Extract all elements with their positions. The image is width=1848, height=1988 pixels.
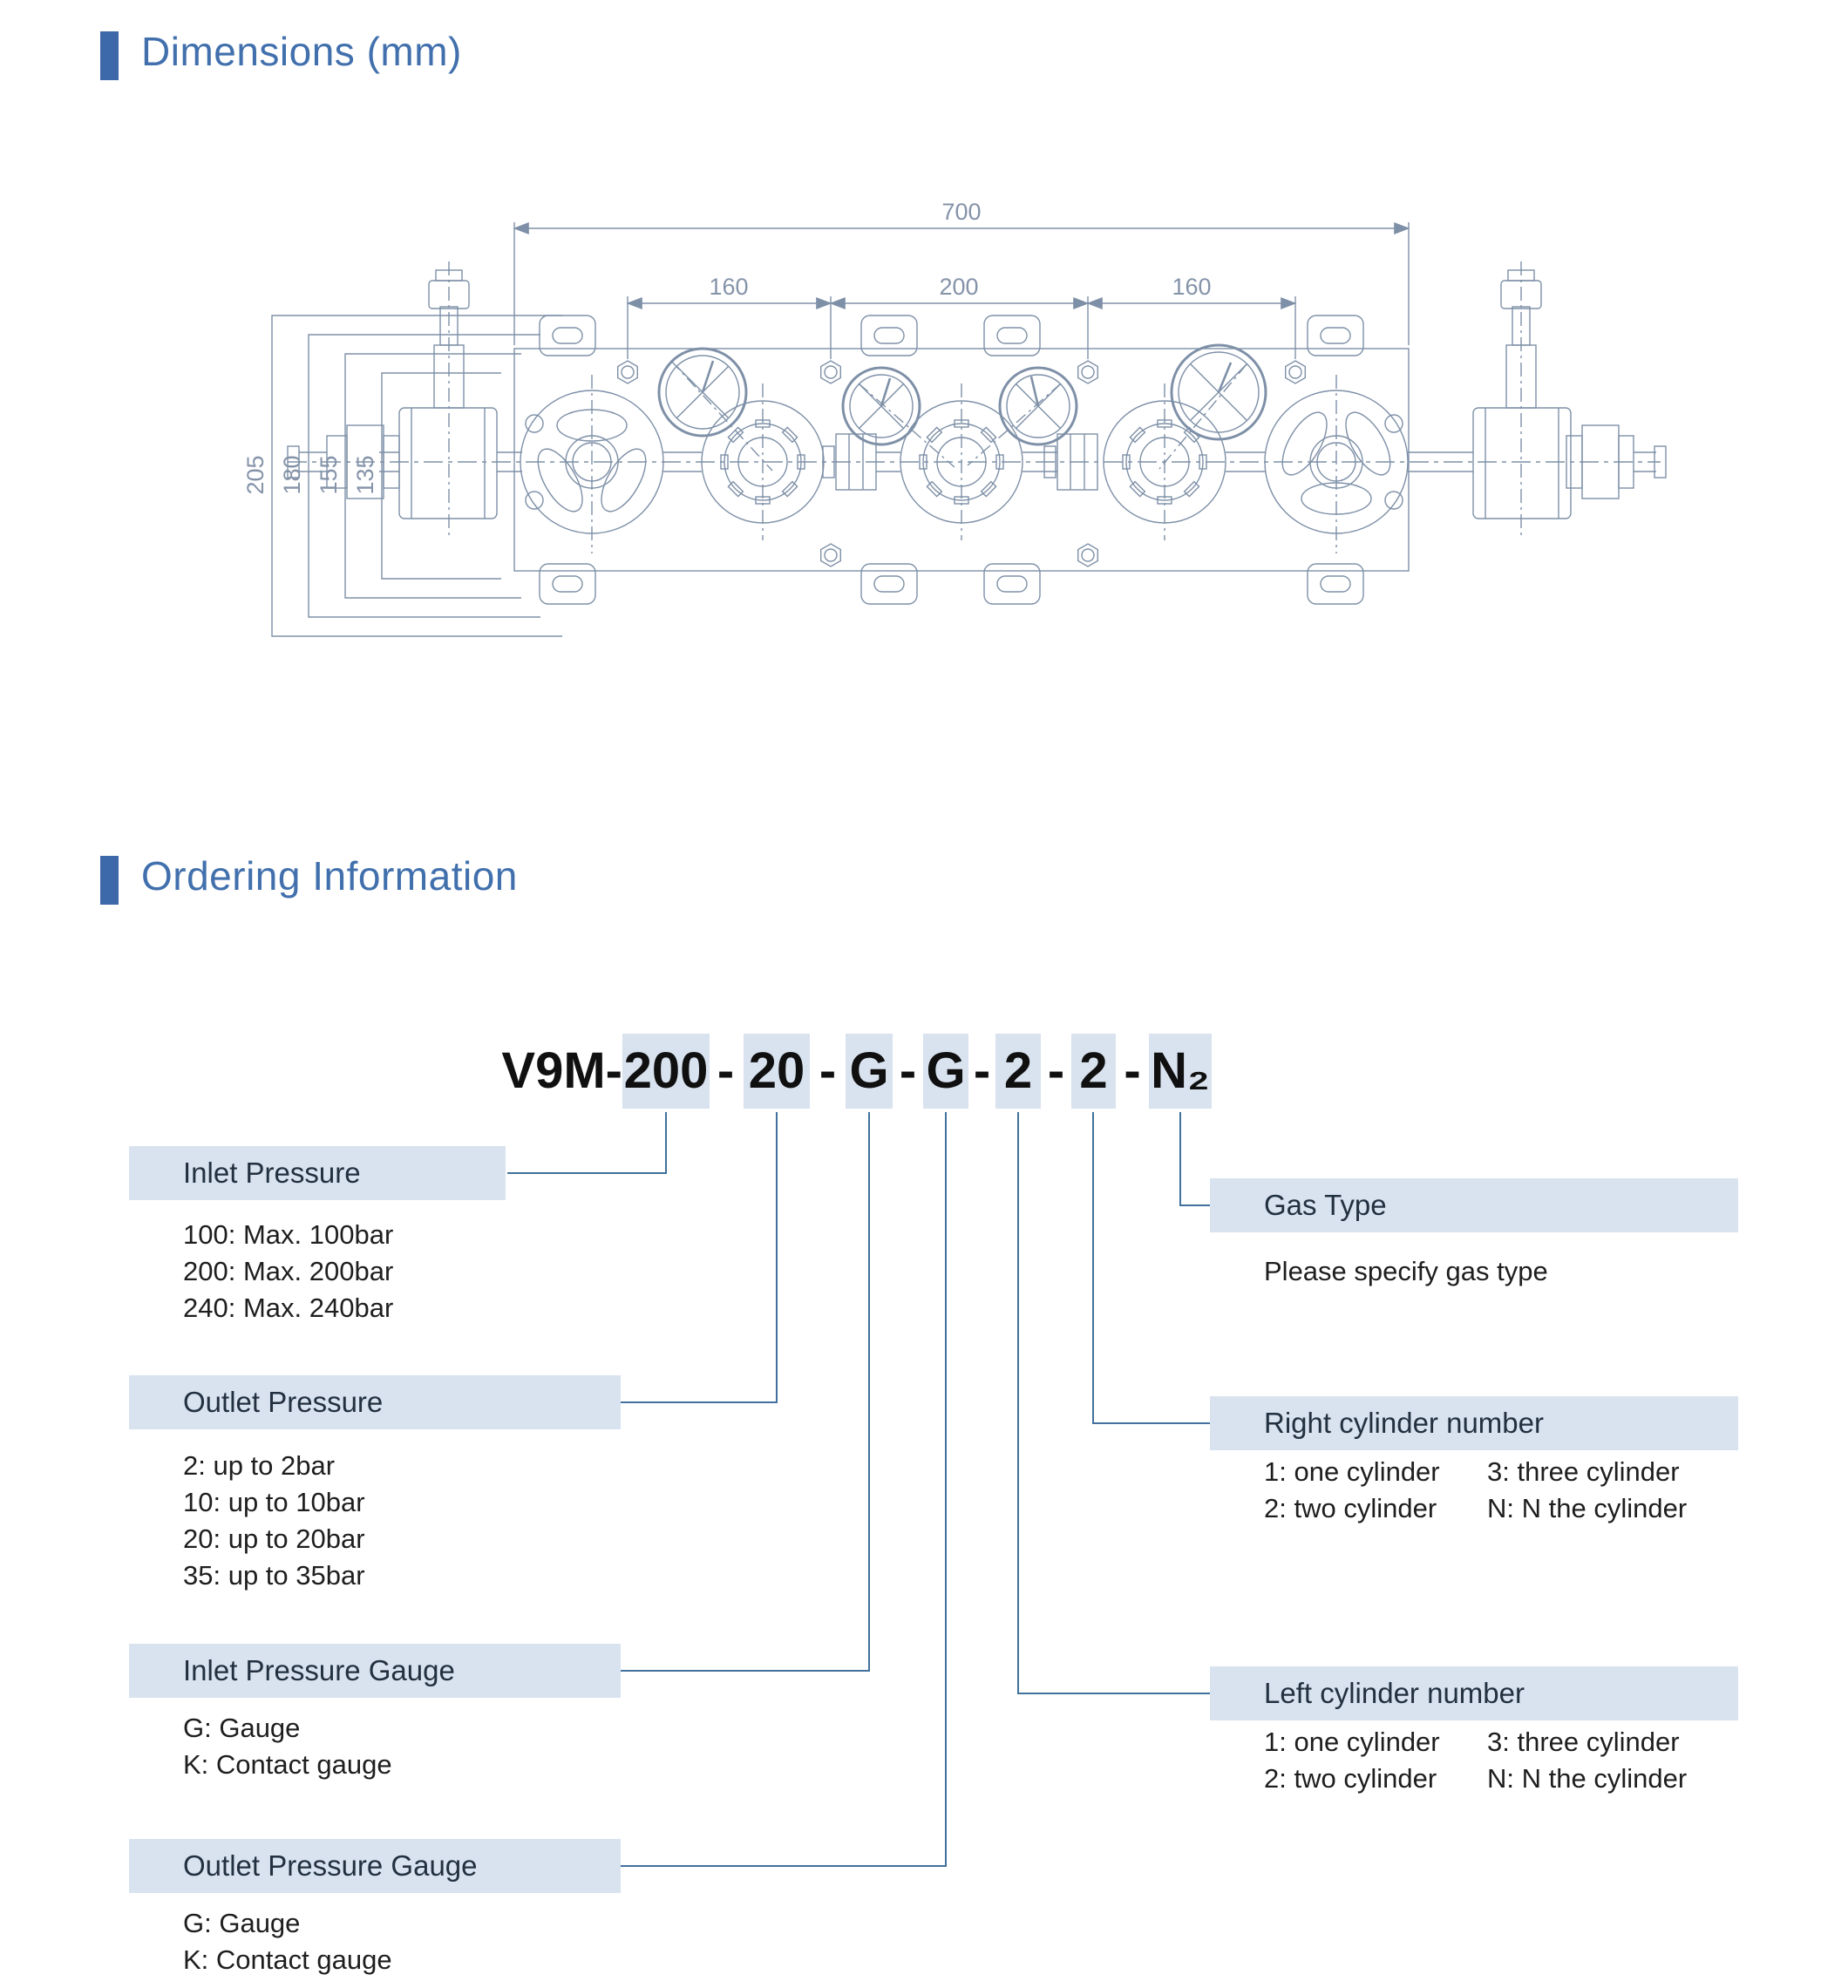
part-number-separator: - bbox=[1124, 1042, 1141, 1099]
part-number-separator: - bbox=[973, 1042, 991, 1099]
option: 20: up to 20bar bbox=[183, 1523, 365, 1554]
part-number-separator: - bbox=[1047, 1042, 1065, 1099]
option: K: Contact gauge bbox=[183, 1749, 392, 1780]
manifold-technical-drawing bbox=[0, 0, 1848, 689]
option: 1: one cylinder bbox=[1264, 1727, 1440, 1757]
section-marker-icon bbox=[100, 856, 119, 905]
label-inlet-pressure-gauge: Inlet Pressure Gauge bbox=[129, 1644, 621, 1698]
dim-205: 205 bbox=[242, 455, 268, 495]
part-number-prefix: V9M- bbox=[501, 1042, 622, 1099]
option: N: N the cylinder bbox=[1487, 1493, 1688, 1523]
option: 3: three cylinder bbox=[1487, 1456, 1680, 1487]
dim-155: 155 bbox=[316, 455, 342, 495]
mounting-tabs-bottom bbox=[540, 564, 1363, 604]
part-number-separator: - bbox=[899, 1042, 917, 1099]
option: 35: up to 35bar bbox=[183, 1560, 365, 1591]
dim-160-right: 160 bbox=[1172, 274, 1212, 300]
options-inlet-pressure-gauge bbox=[183, 1710, 392, 1783]
option: N: N the cylinder bbox=[1487, 1763, 1688, 1794]
dimensions-section-title: Dimensions (mm) bbox=[141, 29, 462, 74]
options-gas-type bbox=[1264, 1253, 1548, 1290]
option: 1: one cylinder bbox=[1264, 1456, 1440, 1487]
dim-160-left: 160 bbox=[709, 274, 749, 300]
options-left-cylinder-number bbox=[1264, 1724, 1687, 1797]
options-outlet-pressure-gauge bbox=[183, 1905, 392, 1978]
regulator-handwheel-left bbox=[520, 375, 663, 553]
ordering-section-title: Ordering Information bbox=[141, 853, 518, 899]
part-number-segment-gas-type: N₂ bbox=[1149, 1034, 1212, 1109]
label-outlet-pressure-gauge: Outlet Pressure Gauge bbox=[129, 1839, 621, 1893]
dim-700: 700 bbox=[941, 199, 982, 225]
part-number-segment-left-cylinder: 2 bbox=[995, 1034, 1041, 1109]
option: 2: two cylinder bbox=[1264, 1763, 1437, 1794]
part-number-segment-right-cylinder: 2 bbox=[1071, 1034, 1116, 1109]
dim-lines-spacing bbox=[628, 296, 1295, 359]
option: 2: up to 2bar bbox=[183, 1450, 336, 1481]
right-valve-assembly bbox=[1473, 261, 1666, 536]
option: K: Contact gauge bbox=[183, 1944, 392, 1975]
dim-200: 200 bbox=[939, 274, 979, 300]
option: 3: three cylinder bbox=[1487, 1727, 1680, 1757]
options-right-cylinder-number bbox=[1264, 1454, 1687, 1527]
option: 2: two cylinder bbox=[1264, 1493, 1437, 1523]
option: Please specify gas type bbox=[1264, 1256, 1548, 1286]
part-number-segment-inlet-gauge: G bbox=[846, 1034, 893, 1109]
label-inlet-pressure: Inlet Pressure bbox=[129, 1146, 506, 1200]
option: 200: Max. 200bar bbox=[183, 1256, 394, 1286]
part-number-segment-inlet-pressure: 200 bbox=[622, 1034, 710, 1109]
options-outlet-pressure bbox=[183, 1448, 365, 1594]
part-number-segment-outlet-pressure: 20 bbox=[744, 1034, 810, 1109]
option: 100: Max. 100bar bbox=[183, 1219, 394, 1250]
option: G: Gauge bbox=[183, 1713, 301, 1743]
label-left-cylinder-number: Left cylinder number bbox=[1210, 1666, 1738, 1720]
gauge-4 bbox=[1159, 345, 1266, 469]
option: 240: Max. 240bar bbox=[183, 1293, 394, 1323]
dim-180: 180 bbox=[279, 455, 305, 495]
part-number-separator: - bbox=[819, 1042, 837, 1099]
options-inlet-pressure bbox=[183, 1217, 393, 1326]
option: 10: up to 10bar bbox=[183, 1487, 365, 1517]
part-number-segment-outlet-gauge: G bbox=[923, 1034, 968, 1109]
label-gas-type: Gas Type bbox=[1210, 1178, 1738, 1232]
part-number-separator: - bbox=[717, 1042, 735, 1099]
option: G: Gauge bbox=[183, 1908, 301, 1938]
regulator-handwheel-right bbox=[1265, 375, 1408, 553]
label-outlet-pressure: Outlet Pressure bbox=[129, 1375, 621, 1429]
pressure-gauges bbox=[659, 345, 1266, 471]
dim-135: 135 bbox=[352, 455, 378, 495]
label-right-cylinder-number: Right cylinder number bbox=[1210, 1396, 1738, 1450]
